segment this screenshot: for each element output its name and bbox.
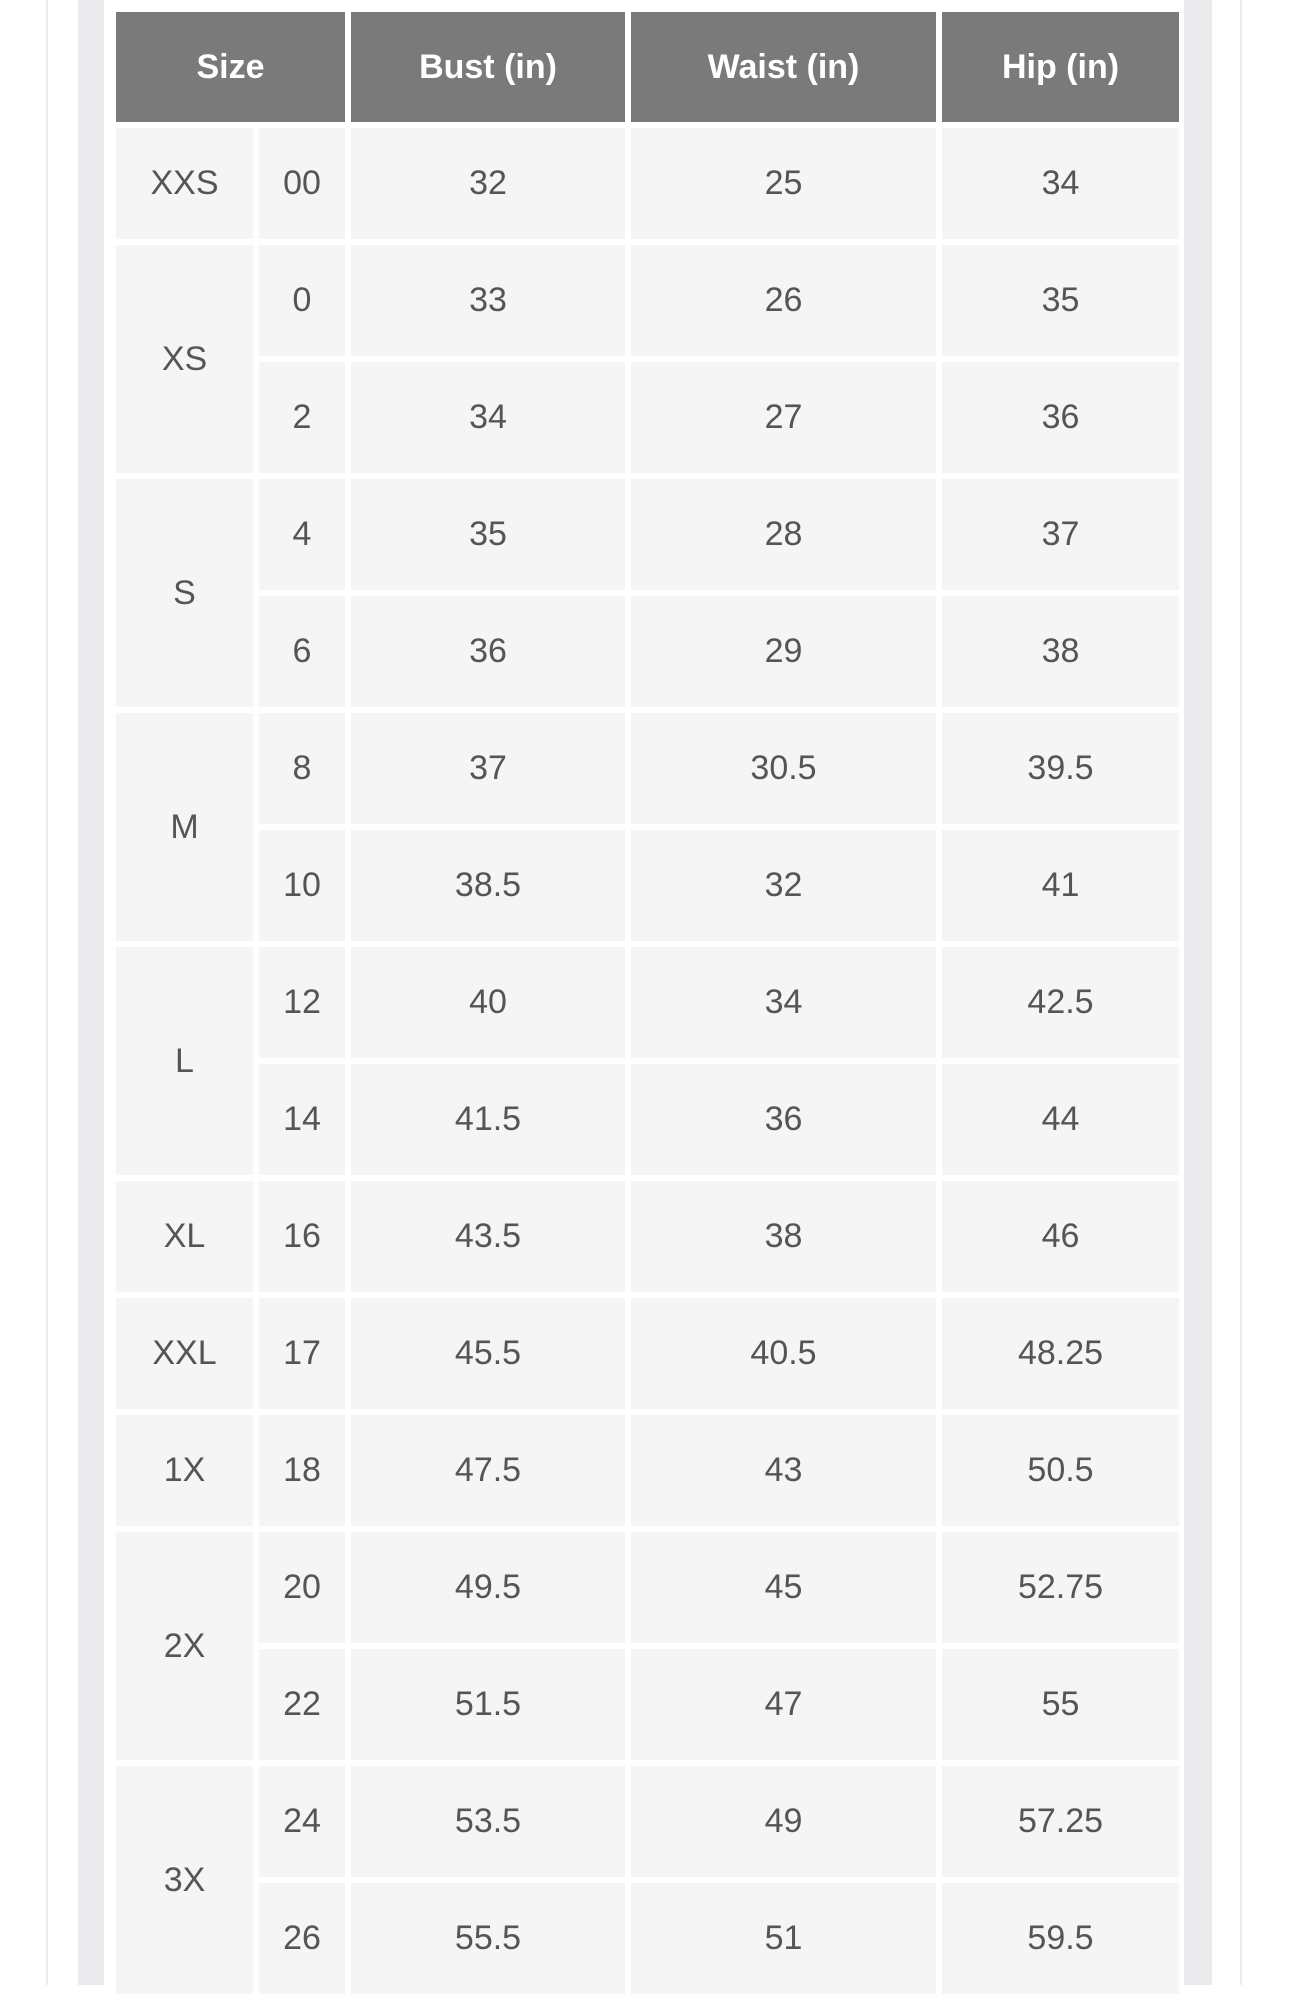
size-number-cell: 4 [259, 479, 345, 590]
size-letter-cell: M [116, 713, 253, 941]
table-row [116, 1181, 1179, 1292]
hip-cell: 42.5 [942, 947, 1179, 1058]
header-hip: Hip (in) [942, 12, 1179, 122]
waist-cell: 32 [631, 830, 936, 941]
hip-cell: 57.25 [942, 1766, 1179, 1877]
hip-cell: 38 [942, 596, 1179, 707]
bust-cell: 49.5 [351, 1532, 625, 1643]
size-letter-cell: XXL [116, 1298, 253, 1409]
bust-cell: 51.5 [351, 1649, 625, 1760]
bust-cell: 45.5 [351, 1298, 625, 1409]
size-number-cell: 14 [259, 1064, 345, 1175]
size-number-cell: 18 [259, 1415, 345, 1526]
table-row [116, 1415, 1179, 1526]
hip-cell: 36 [942, 362, 1179, 473]
size-number-cell: 20 [259, 1532, 345, 1643]
waist-cell: 34 [631, 947, 936, 1058]
bust-cell: 47.5 [351, 1415, 625, 1526]
size-letter-cell: 1X [116, 1415, 253, 1526]
bust-cell: 55.5 [351, 1883, 625, 1994]
waist-cell: 26 [631, 245, 936, 356]
bust-cell: 33 [351, 245, 625, 356]
size-letter-cell: 2X [116, 1532, 253, 1760]
waist-cell: 51 [631, 1883, 936, 1994]
size-letter-cell: XXS [116, 128, 253, 239]
hip-cell: 44 [942, 1064, 1179, 1175]
table-row [116, 947, 1179, 1058]
header-bust: Bust (in) [351, 12, 625, 122]
header-row [116, 12, 1179, 122]
waist-cell: 25 [631, 128, 936, 239]
table-row [116, 245, 1179, 356]
size-letter-cell: L [116, 947, 253, 1175]
hip-cell: 46 [942, 1181, 1179, 1292]
size-letter-cell: XL [116, 1181, 253, 1292]
size-table-body [116, 128, 1179, 1994]
bust-cell: 43.5 [351, 1181, 625, 1292]
size-letter-cell: 3X [116, 1766, 253, 1994]
size-number-cell: 17 [259, 1298, 345, 1409]
size-number-cell: 2 [259, 362, 345, 473]
hip-cell: 48.25 [942, 1298, 1179, 1409]
header-size: Size [116, 12, 345, 122]
hip-cell: 52.75 [942, 1532, 1179, 1643]
hip-cell: 50.5 [942, 1415, 1179, 1526]
table-row [116, 1298, 1179, 1409]
table-row [116, 713, 1179, 824]
bust-cell: 38.5 [351, 830, 625, 941]
waist-cell: 40.5 [631, 1298, 936, 1409]
waist-cell: 38 [631, 1181, 936, 1292]
table-row [116, 596, 1179, 707]
table-row [116, 1883, 1179, 1994]
bust-cell: 40 [351, 947, 625, 1058]
hip-cell: 35 [942, 245, 1179, 356]
size-number-cell: 10 [259, 830, 345, 941]
waist-cell: 27 [631, 362, 936, 473]
size-number-cell: 0 [259, 245, 345, 356]
size-chart-table [110, 6, 1185, 2000]
table-row [116, 1064, 1179, 1175]
waist-cell: 47 [631, 1649, 936, 1760]
bust-cell: 36 [351, 596, 625, 707]
waist-cell: 43 [631, 1415, 936, 1526]
bust-cell: 34 [351, 362, 625, 473]
bust-cell: 53.5 [351, 1766, 625, 1877]
hip-cell: 41 [942, 830, 1179, 941]
size-number-cell: 26 [259, 1883, 345, 1994]
size-letter-cell: S [116, 479, 253, 707]
bust-cell: 37 [351, 713, 625, 824]
waist-cell: 45 [631, 1532, 936, 1643]
size-number-cell: 22 [259, 1649, 345, 1760]
table-row [116, 1766, 1179, 1877]
waist-cell: 28 [631, 479, 936, 590]
table-row [116, 1532, 1179, 1643]
header-waist: Waist (in) [631, 12, 936, 122]
waist-cell: 29 [631, 596, 936, 707]
size-letter-cell: XS [116, 245, 253, 473]
table-row [116, 479, 1179, 590]
size-number-cell: 12 [259, 947, 345, 1058]
table-row [116, 128, 1179, 239]
bust-cell: 41.5 [351, 1064, 625, 1175]
waist-cell: 36 [631, 1064, 936, 1175]
table-row [116, 830, 1179, 941]
hip-cell: 39.5 [942, 713, 1179, 824]
waist-cell: 30.5 [631, 713, 936, 824]
hip-cell: 59.5 [942, 1883, 1179, 1994]
hip-cell: 34 [942, 128, 1179, 239]
table-row [116, 362, 1179, 473]
size-number-cell: 00 [259, 128, 345, 239]
bust-cell: 32 [351, 128, 625, 239]
size-number-cell: 8 [259, 713, 345, 824]
hip-cell: 37 [942, 479, 1179, 590]
hip-cell: 55 [942, 1649, 1179, 1760]
size-number-cell: 6 [259, 596, 345, 707]
size-number-cell: 16 [259, 1181, 345, 1292]
table-row [116, 1649, 1179, 1760]
size-number-cell: 24 [259, 1766, 345, 1877]
waist-cell: 49 [631, 1766, 936, 1877]
bust-cell: 35 [351, 479, 625, 590]
